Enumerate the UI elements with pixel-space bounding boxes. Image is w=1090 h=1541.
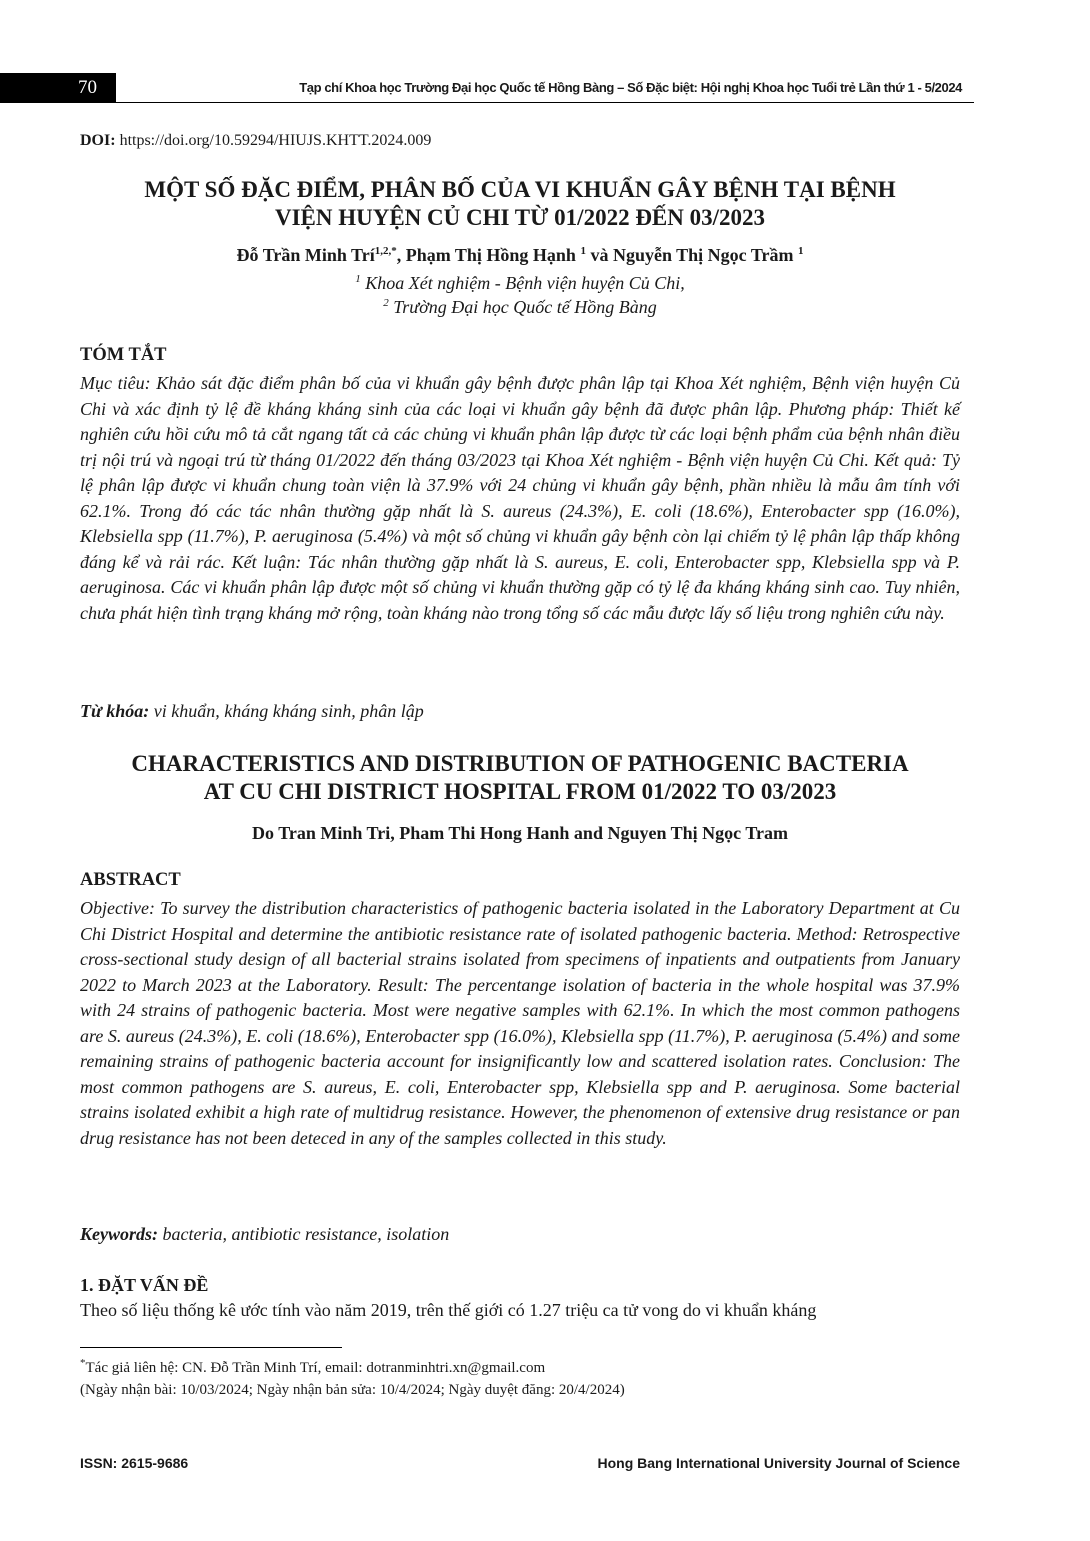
affiliation-2 xyxy=(80,295,960,319)
header-rule xyxy=(116,102,974,103)
footnote-corresponding-author xyxy=(80,1357,546,1377)
affiliation-1-text: Khoa Xét nghiệm - Bệnh viện huyện Củ Chi, xyxy=(360,273,685,293)
intro-paragraph: Theo số liệu thống kê ước tính vào năm 2019, trên thế giới có 1.27 triệu ca tử vong do vi khuẩn kháng xyxy=(80,1300,817,1320)
footnote-1-sup: * xyxy=(80,1357,86,1369)
affiliation-2-sup: 2 xyxy=(383,297,389,309)
title-vi-line1: MỘT SỐ ĐẶC ĐIỂM, PHÂN BỐ CỦA VI KHUẨN GÂY BỆNH TẠI BỆNH xyxy=(144,177,896,202)
abstract-heading-vi: TÓM TẮT xyxy=(80,345,167,365)
abstract-heading-en: ABSTRACT xyxy=(80,870,181,890)
title-vietnamese xyxy=(80,176,960,232)
author-2: , Phạm Thị Hồng Hạnh xyxy=(396,245,581,265)
section-heading-intro: 1. ĐẶT VẤN ĐỀ xyxy=(80,1275,209,1295)
doi-line xyxy=(80,132,431,150)
keywords-en xyxy=(80,1224,449,1245)
keywords-vi xyxy=(80,701,424,722)
title-en-line1: CHARACTERISTICS AND DISTRIBUTION OF PATHOGENIC BACTERIA xyxy=(131,751,909,776)
footnote-dates: (Ngày nhận bài: 10/03/2024; Ngày nhận bản sửa: 10/4/2024; Ngày duyệt đăng: 20/4/2024) xyxy=(80,1382,625,1398)
affiliation-2-text: Trường Đại học Quốc tế Hồng Bàng xyxy=(388,297,657,317)
footer-journal: Hong Bang International University Journal of Science xyxy=(597,1455,960,1471)
author-1-sup: 1,2,* xyxy=(374,245,397,257)
author-3: và Nguyễn Thị Ngọc Trầm xyxy=(585,245,798,265)
title-vi-line2: VIỆN HUYỆN CỦ CHI TỪ 01/2022 ĐẾN 03/2023 xyxy=(274,205,766,230)
abstract-body-vi: Mục tiêu: Khảo sát đặc điểm phân bố của vi khuẩn gây bệnh được phân lập tại Khoa Xét nghiệm, Bệnh viện huyện Củ Chi và xác định tỷ lệ đề kháng kháng sinh của các loại vi khuẩn gây bệnh đã được phân lập. Phương pháp: Thiết kế nghiên cứu hồi cứu mô tả cắt ngang tất cả các chủng vi khuẩn phân lập được từ các loại bệnh phẩm của bệnh nhân điều trị nội trú và ngoại trú từ tháng 01/2022 đến tháng 03/2023 tại Khoa Xét nghiệm - Bệnh viện huyện Củ Chi. Kết quả: Tỷ lệ phân lập được vi khuẩn chung toàn viện là 37.9% với 24 chủng vi khuẩn gây bệnh, phần nhiều là mẫu âm tính với 62.1%. Trong đó các tác nhân thường gặp nhất là S. aureus (24.3%), E. coli (18.6%), Enterobacter spp (16.0%), Klebsiella spp (11.7%), P. aeruginosa (5.4%) và một số chủng vi khuẩn gây bệnh còn lại chiếm tỷ lệ phân lập thấp không đáng kể và rải rác. Kết luận: Tác nhân thường gặp nhất là S. aureus, E. coli, Enterobacter spp, Klebsiella spp và P. aeruginosa. Các vi khuẩn phân lập được một số chủng vi khuẩn thường gặp có tỷ lệ đa kháng kháng sinh cao. Tuy nhiên, chưa phát hiện tình trạng kháng mở rộng, toàn kháng nào trong tổng số các mẫu được lấy số liệu trong nghiên cứu này. xyxy=(80,373,960,623)
footer-issn: ISSN: 2615-9686 xyxy=(80,1455,189,1471)
affiliation-1-sup: 1 xyxy=(355,273,361,285)
title-english xyxy=(80,750,960,806)
abstract-body-en: Objective: To survey the distribution characteristics of pathogenic bacteria isolated in the Laboratory Department at Cu Chi District Hospital and determine the antibiotic resistance rate of isolated pathogenic bacteria. Method: Retrospective cross-sectional study design of all bacterial strains isolated from specimens of inpatients and outpatients from January 2022 to March 2023 at the Laboratory. Result: The percentange isolation of bacteria in the whole hospital was 37.9% with 24 strains of pathogenic bacteria. Most were negative samples with 62.1%. In which the most common pathogens are S. aureus (24.3%), E. coli (18.6%), Enterobacter spp (16.0%), Klebsiella spp (11.7%), P. aeruginosa (5.4%) and some remaining strains of pathogenic bacteria account for insignificantly low and scattered isolation rates. Conclusion: The most common pathogens are S. aureus, E. coli, Enterobacter spp, Klebsiella spp and P. aeruginosa. Some bacterial strains isolated exhibit a high rate of multidrug resistance. However, the phenomenon of extensive drug resistance or pan drug resistance has not been deteced in any of the samples collected in this study. xyxy=(80,898,960,1148)
page-number: 70 xyxy=(0,73,116,103)
author-3-sup: 1 xyxy=(797,245,804,257)
authors-english: Do Tran Minh Tri, Pham Thi Hong Hanh and Nguyen Thị Ngọc Tram xyxy=(252,823,788,843)
journal-header: Tạp chí Khoa học Trường Đại học Quốc tế Hồng Bàng – Số Đặc biệt: Hội nghị Khoa học Tuổi trẻ Lần thứ 1 - 5/2024 xyxy=(299,80,962,95)
keywords-en-label: Keywords: xyxy=(80,1224,158,1244)
affiliation-1 xyxy=(80,271,960,295)
keywords-en-text: bacteria, antibiotic resistance, isolation xyxy=(158,1224,450,1244)
authors-vietnamese xyxy=(80,245,960,266)
doi-label: DOI: xyxy=(80,132,116,149)
footnote-1-text: Tác giả liên hệ: CN. Đỗ Trần Minh Trí, email: dotranminhtri.xn@gmail.com xyxy=(85,1360,546,1376)
title-en-line2: AT CU CHI DISTRICT HOSPITAL FROM 01/2022 TO 03/2023 xyxy=(203,779,837,804)
keywords-vi-label: Từ khóa: xyxy=(80,701,150,721)
footnote-rule xyxy=(80,1347,342,1348)
keywords-vi-text: vi khuẩn, kháng kháng sinh, phân lập xyxy=(149,701,424,721)
author-1: Đỗ Trần Minh Trí xyxy=(236,245,375,265)
doi-link[interactable]: https://doi.org/10.59294/HIUJS.KHTT.2024.009 xyxy=(119,132,432,149)
author-2-sup: 1 xyxy=(580,245,586,257)
